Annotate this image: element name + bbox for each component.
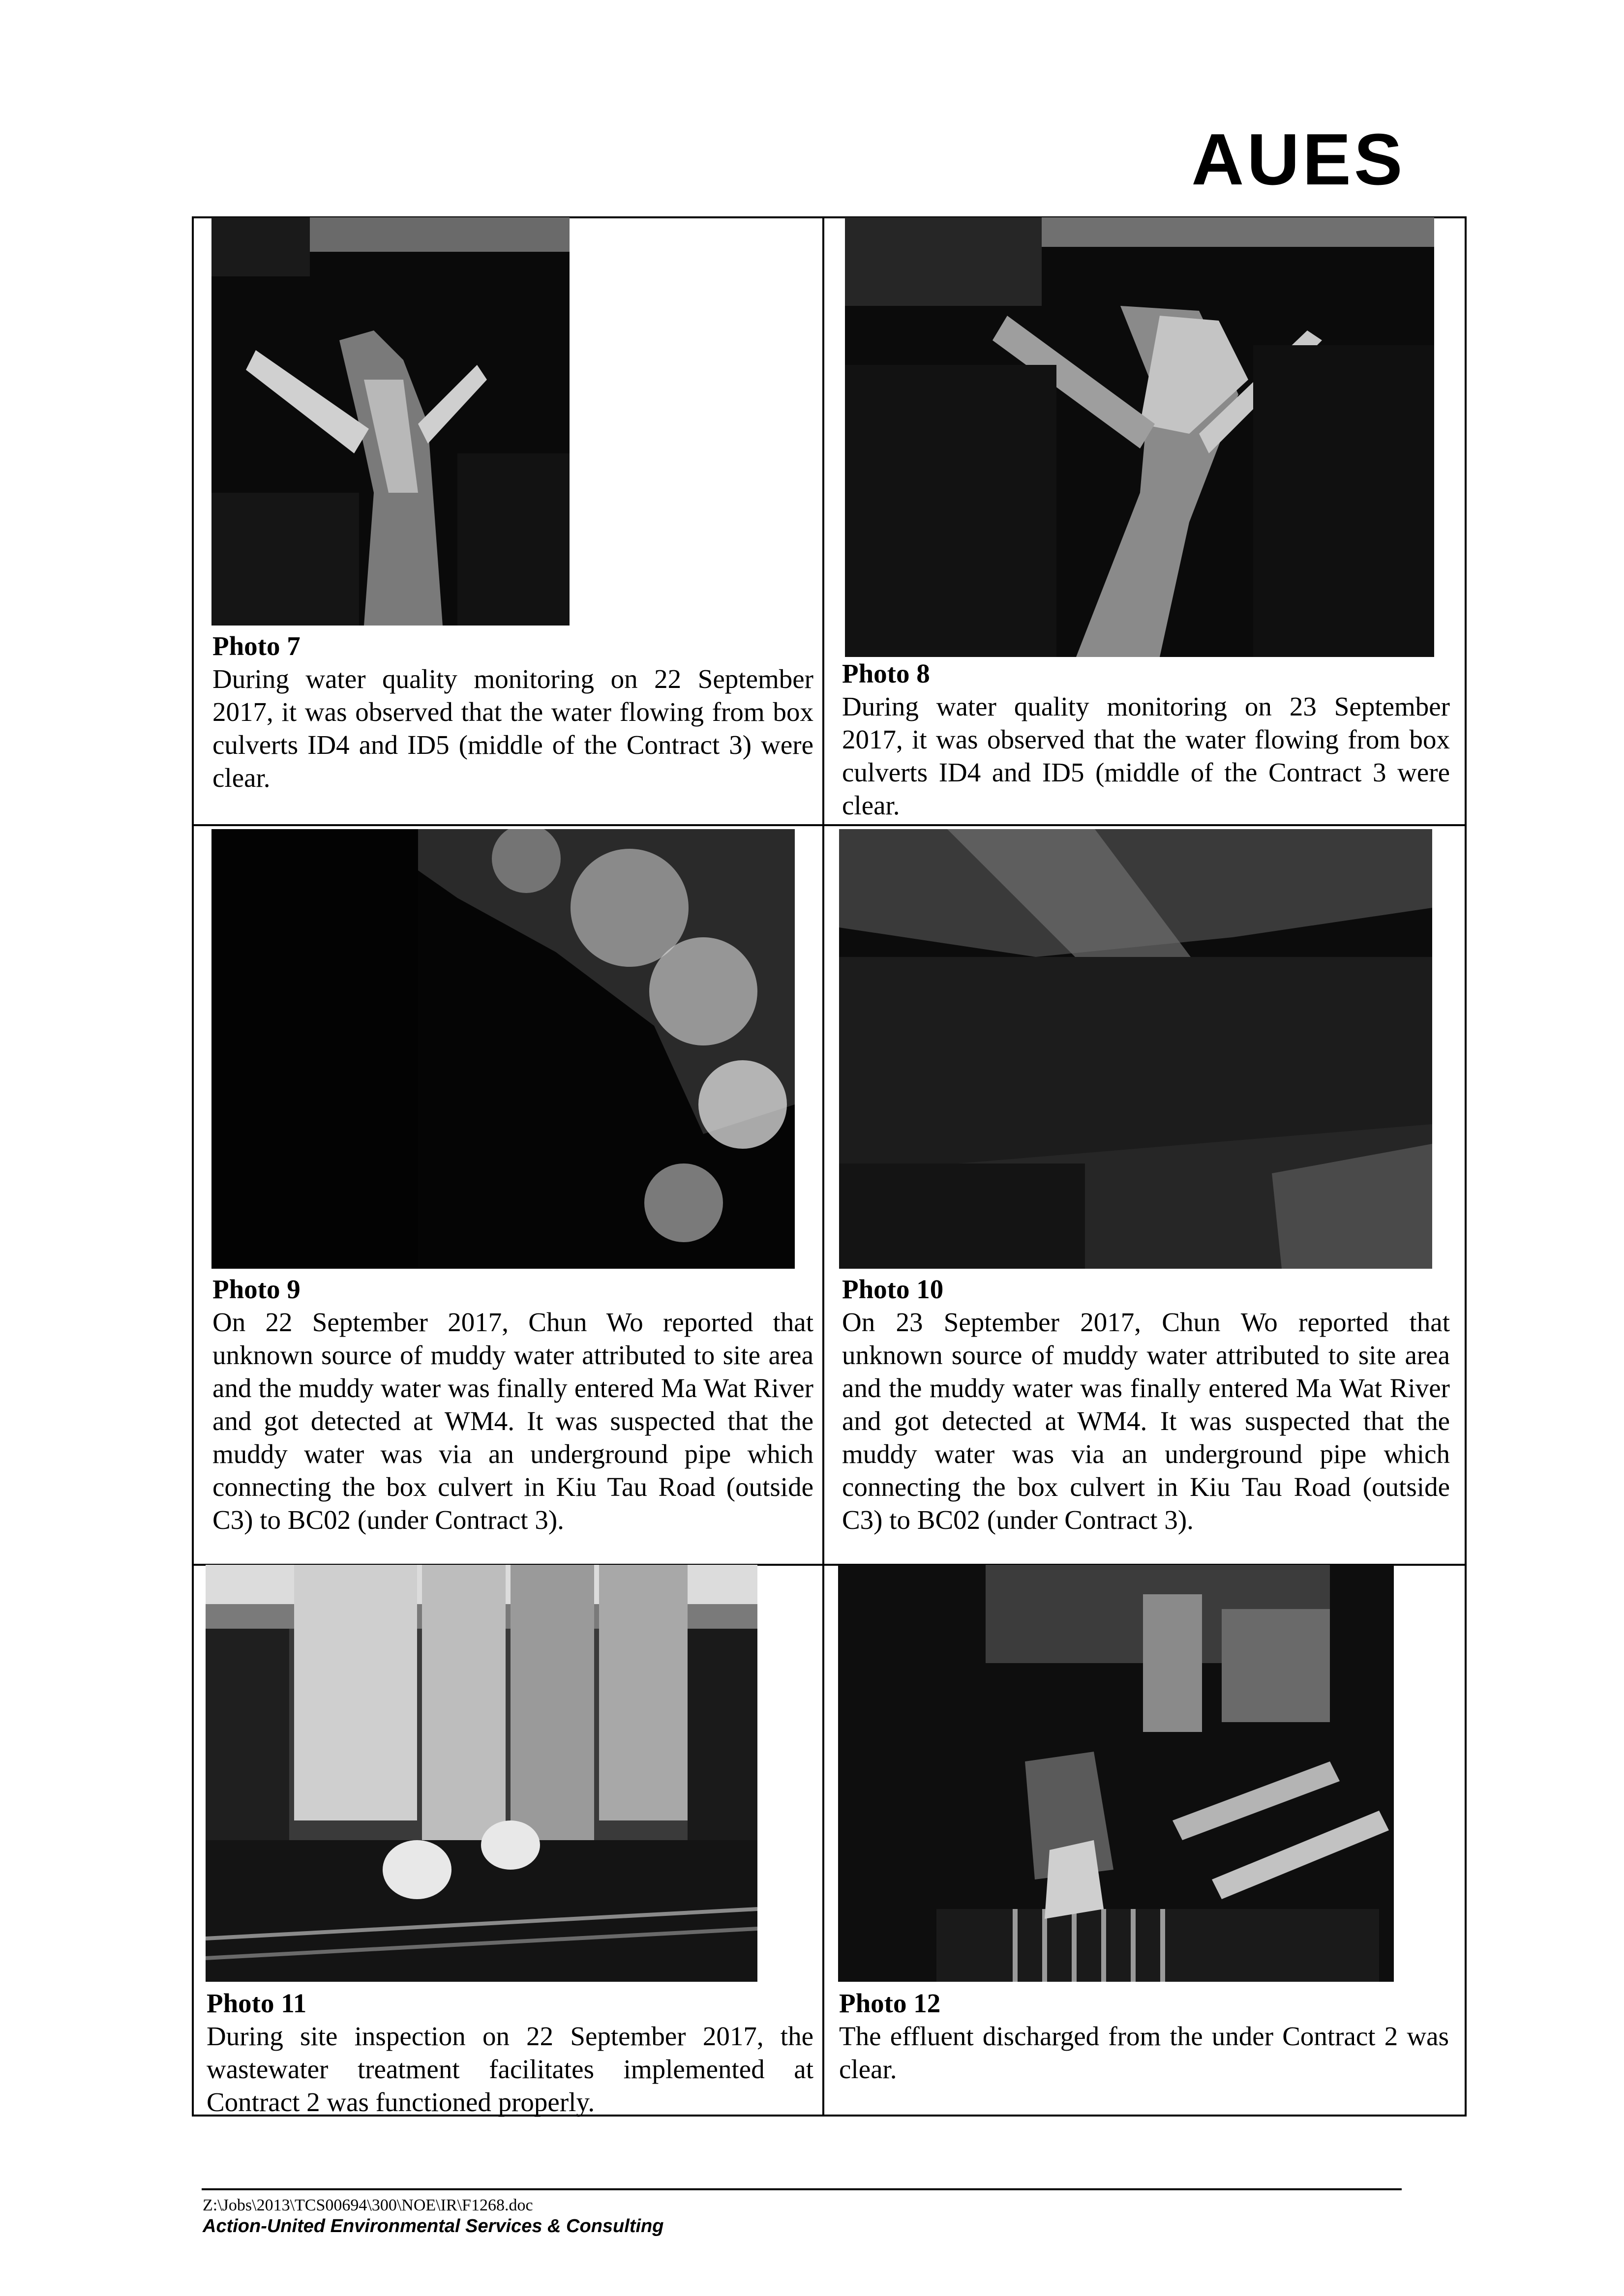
photo-10-caption bbox=[842, 1273, 1450, 1536]
photo-12-title: Photo 12 bbox=[839, 1988, 941, 2018]
photo-10-text: On 23 September 2017, Chun Wo reported that unknown source of muddy water attributed to site area and the muddy water was finally entered Ma Wat River and got detected at WM4. It was suspected that the muddy water was via an underground pipe which connecting the box culvert in Kiu Tau Road (outside C3) to BC02 (under Contract 3). bbox=[842, 1307, 1450, 1535]
photo-12-image bbox=[838, 1565, 1394, 1982]
photo-12-text: The effluent discharged from the under Contract 2 was clear. bbox=[839, 2021, 1449, 2084]
photo-9-title: Photo 9 bbox=[212, 1274, 301, 1304]
photo-8-caption bbox=[842, 657, 1450, 822]
photo-9-text: On 22 September 2017, Chun Wo reported that unknown source of muddy water attributed to site area and the muddy water was finally entered Ma Wat River and got detected at WM4. It was suspected that the muddy water was via an underground pipe which connecting the box culvert in Kiu Tau Road (outside C3) to BC02 (under Contract 3). bbox=[212, 1307, 813, 1535]
table-column-divider bbox=[822, 216, 824, 2117]
photo-9-caption bbox=[212, 1273, 813, 1536]
footer-company-name: Action-United Environmental Services & Consulting bbox=[203, 2216, 664, 2236]
photo-11-text: During site inspection on 22 September 2017, the wastewater treatment facilitates implemented at Contract 2 was functioned properly. bbox=[207, 2021, 813, 2117]
photo-9-image bbox=[211, 829, 795, 1269]
photo-11-title: Photo 11 bbox=[207, 1988, 307, 2018]
photo-8-image bbox=[845, 217, 1434, 657]
photo-11-caption bbox=[207, 1987, 813, 2118]
photo-8-title: Photo 8 bbox=[842, 658, 930, 688]
photo-7-text: During water quality monitoring on 22 September 2017, it was observed that the water flowing from box culverts ID4 and ID5 (middle of the Contract 3) were clear. bbox=[212, 664, 813, 793]
photo-7-image bbox=[211, 217, 570, 626]
footer-rule bbox=[202, 2188, 1402, 2190]
photo-8-text: During water quality monitoring on 23 September 2017, it was observed that the water flowing from box culverts ID4 and ID5 (middle of the Contract 3 were clear. bbox=[842, 691, 1450, 820]
table-border-left bbox=[192, 216, 194, 2117]
photo-7-title: Photo 7 bbox=[212, 631, 301, 661]
table-row-divider-1 bbox=[192, 824, 1467, 826]
photo-11-image bbox=[206, 1565, 757, 1982]
table-border-right bbox=[1465, 216, 1467, 2117]
footer-file-path: Z:\Jobs\2013\TCS00694\300\NOE\IR\F1268.doc bbox=[203, 2196, 533, 2214]
photo-10-title: Photo 10 bbox=[842, 1274, 944, 1304]
photo-12-caption bbox=[839, 1987, 1449, 2086]
aues-logo: AUES bbox=[1191, 119, 1406, 200]
photo-10-image bbox=[839, 829, 1432, 1269]
photo-7-caption bbox=[212, 629, 813, 794]
